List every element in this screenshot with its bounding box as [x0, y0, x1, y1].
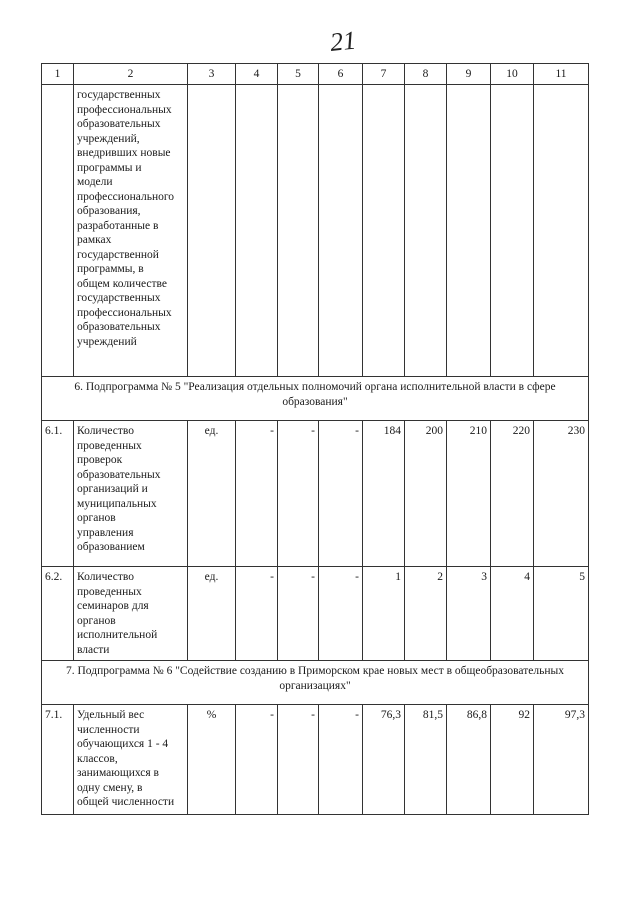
description-line: профессиональных [77, 103, 172, 116]
description-line: Удельный вес [77, 709, 145, 721]
description-line: проведенных [77, 585, 142, 598]
description-line: государственной [77, 248, 159, 261]
row-id: 7.1. [42, 705, 74, 815]
description-line: образовательных [77, 118, 161, 130]
empty-cell [319, 85, 363, 377]
description-cell [74, 421, 188, 567]
description-line: программы, в [77, 263, 144, 275]
section-row [42, 661, 589, 705]
unit-cell: % [188, 705, 236, 815]
header-row [42, 64, 589, 85]
value-cell: 86,8 [447, 705, 491, 815]
description-line: Количество [77, 571, 134, 583]
table-row [42, 567, 589, 661]
table-row [42, 421, 589, 567]
column-header: 2 [74, 64, 188, 85]
unit-cell: ед. [188, 421, 236, 567]
value-cell: - [319, 421, 363, 567]
column-header: 7 [363, 64, 405, 85]
description-line: государственных [77, 89, 161, 101]
value-cell: 3 [447, 567, 491, 661]
value-cell: 81,5 [405, 705, 447, 815]
table-row [42, 705, 589, 815]
description-line: образованием [77, 541, 145, 553]
description-line: общей численности [77, 796, 175, 808]
description-line: рамках [77, 234, 112, 246]
value-cell: - [236, 705, 278, 815]
value-cell: 2 [405, 567, 447, 661]
empty-cell [42, 85, 74, 377]
description-line: модели [77, 176, 113, 188]
column-header: 8 [405, 64, 447, 85]
description-line: учреждений, [77, 132, 140, 145]
empty-cell [491, 85, 534, 377]
value-cell: - [278, 705, 319, 815]
description-line: проведенных [77, 439, 142, 452]
column-header: 11 [534, 64, 589, 85]
empty-cell [447, 85, 491, 377]
description-line: обучающихся 1 - 4 [77, 738, 169, 750]
empty-cell [405, 85, 447, 377]
description-line: образовательных [77, 468, 161, 481]
description-line: организаций и [77, 483, 148, 495]
section-row [42, 377, 589, 421]
description-line: профессионального [77, 190, 175, 203]
description-line: учреждений [77, 335, 137, 348]
description-cell [74, 567, 188, 661]
column-header: 9 [447, 64, 491, 85]
description-line: исполнительной [77, 629, 158, 641]
section-title: 6. Подпрограмма № 5 "Реализация отдельных полномочий органа исполнительной власти в сфере образования" [42, 377, 589, 421]
description-line: семинаров для [77, 600, 149, 612]
description-line: разработанные в [77, 219, 159, 232]
value-cell: 1 [363, 567, 405, 661]
empty-cell [236, 85, 278, 377]
value-cell: - [236, 567, 278, 661]
column-header: 3 [188, 64, 236, 85]
description-cell [74, 705, 188, 815]
value-cell: - [278, 421, 319, 567]
column-header: 10 [491, 64, 534, 85]
value-cell: 200 [405, 421, 447, 567]
value-cell: 210 [447, 421, 491, 567]
description-line: органов [77, 614, 116, 627]
value-cell: - [319, 705, 363, 815]
value-cell: 76,3 [363, 705, 405, 815]
column-header: 4 [236, 64, 278, 85]
description-line: образования, [77, 205, 141, 217]
value-cell: 220 [491, 421, 534, 567]
value-cell: - [319, 567, 363, 661]
description-line: управления [77, 526, 134, 539]
page-number: 21 [328, 25, 358, 58]
description-line: общем количестве [77, 277, 167, 290]
description-line: Количество [77, 425, 134, 437]
description-line: внедривших новые [77, 147, 171, 159]
value-cell: - [236, 421, 278, 567]
column-header: 5 [278, 64, 319, 85]
value-cell: 230 [534, 421, 589, 567]
column-header: 6 [319, 64, 363, 85]
description-line: власти [77, 643, 110, 656]
description-line: одну смену, в [77, 781, 143, 794]
empty-cell [363, 85, 405, 377]
description-line: классов, [77, 752, 118, 765]
description-line: проверок [77, 454, 123, 466]
description-line: программы и [77, 161, 142, 174]
description-line: образовательных [77, 321, 161, 333]
description-cell [74, 85, 188, 377]
data-table [41, 63, 589, 815]
value-cell: 184 [363, 421, 405, 567]
empty-cell [278, 85, 319, 377]
table-row [42, 85, 589, 377]
description-line: занимающихся в [77, 767, 159, 779]
value-cell: 5 [534, 567, 589, 661]
section-title: 7. Подпрограмма № 6 "Содействие созданию в Приморском крае новых мест в общеобразовательных организациях" [42, 661, 589, 705]
column-header: 1 [42, 64, 74, 85]
value-cell: 92 [491, 705, 534, 815]
empty-cell [188, 85, 236, 377]
row-id: 6.2. [42, 567, 74, 661]
value-cell: - [278, 567, 319, 661]
unit-cell: ед. [188, 567, 236, 661]
description-line: государственных [77, 292, 161, 304]
description-line: органов [77, 512, 116, 524]
value-cell: 4 [491, 567, 534, 661]
description-line: профессиональных [77, 306, 172, 319]
row-id: 6.1. [42, 421, 74, 567]
value-cell: 97,3 [534, 705, 589, 815]
empty-cell [534, 85, 589, 377]
description-line: численности [77, 723, 140, 736]
description-line: муниципальных [77, 497, 157, 510]
